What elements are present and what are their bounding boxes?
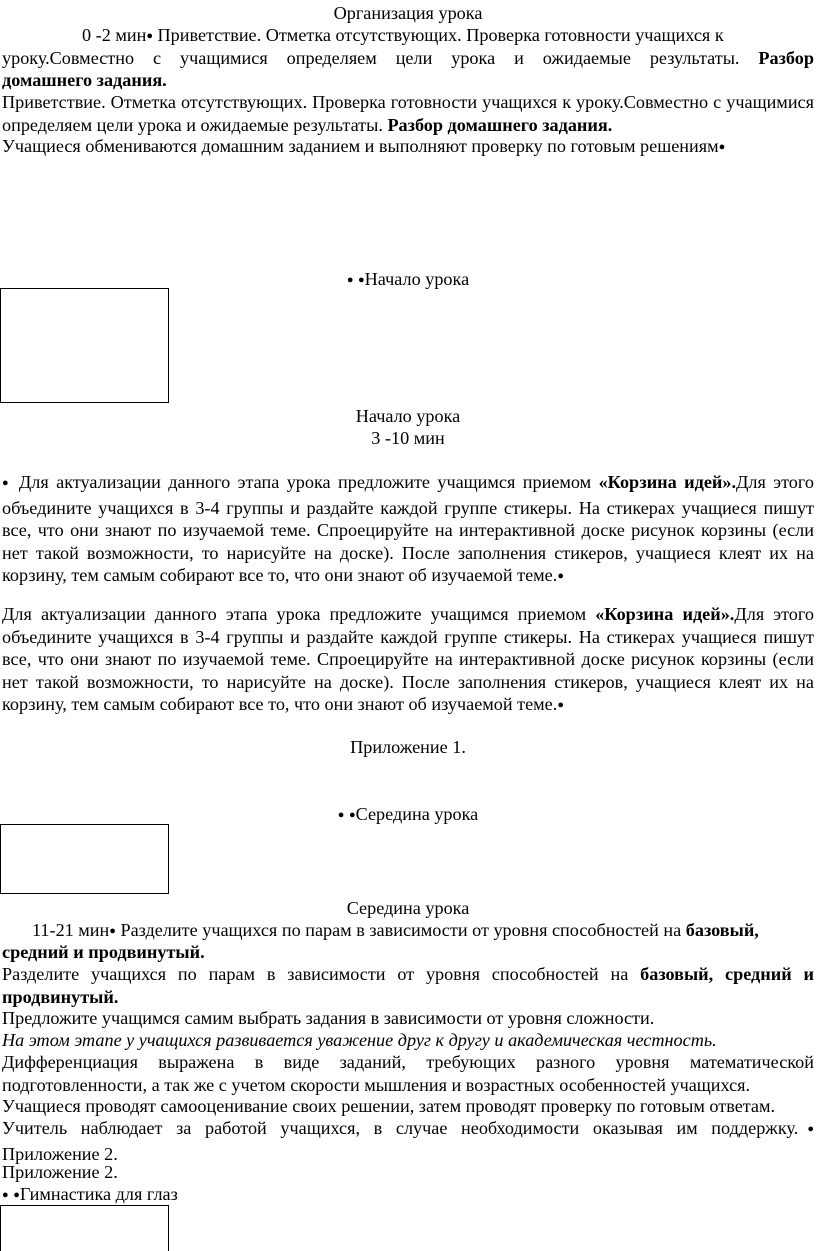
start-para2: [2, 603, 814, 719]
middle-para5: Дифференциация выражена в виде заданий, требующих разного уровня математической подготовленности, а так же с учетом скорости мышления и возрастных особенностей учащихся.: [2, 1052, 814, 1095]
org-line2-text: уроку.Совместно с учащимися определяем цели урока и ожидаемые результаты.: [2, 48, 740, 68]
bullet-icon: ●: [348, 809, 356, 821]
middle-para3: Предложите учащимся самим выбрать задания в зависимости от уровня сложности.: [2, 1008, 655, 1028]
start-para1-a: Для актуализации данного этапа урока предложите учащимся приемом: [18, 472, 592, 492]
bullet-icon: ●: [109, 925, 116, 937]
org-time: 0 -2 мин: [82, 25, 147, 45]
start-time: 3 -10 мин: [371, 428, 445, 448]
org-para2: [2, 91, 814, 136]
start-para2-a: Для актуализации данного этапа урока предложите учащимся приемом: [2, 604, 587, 624]
bullet-icon: ●: [2, 477, 12, 489]
image-placeholder-2: [0, 824, 169, 894]
bullet-icon: ●: [146, 30, 153, 42]
middle-para2: [2, 963, 814, 1008]
org-time-line: [2, 24, 814, 50]
bullet-icon: ●: [718, 141, 726, 153]
middle-para6: Учащиеся проводят самооценивание своих решении, затем проводят проверку по готовым ответам.: [2, 1096, 776, 1116]
bullet-icon: ●: [337, 809, 345, 821]
bullet-icon: ●: [798, 1123, 814, 1135]
org-para2-bold: Разбор домашнего задания.: [387, 114, 613, 135]
org-line1: Приветствие. Отметка отсутствующих. Проверка готовности учащихся к: [157, 25, 724, 45]
middle-heading: Середина урока: [346, 898, 470, 918]
bullet-icon: ●: [13, 1189, 20, 1201]
middle-time: 11-21 мин: [32, 920, 110, 940]
middle-appendix: Приложение 2.: [2, 1162, 118, 1182]
bullet-icon: ●: [557, 570, 564, 582]
org-para3: [2, 135, 814, 161]
bullet-icon: ●: [346, 274, 354, 286]
org-line3-bold: домашнего задания.: [2, 70, 167, 90]
middle-para7-appendix: Приложение 2.: [2, 1143, 118, 1164]
middle-para4: [2, 1029, 814, 1052]
middle-line2-bold: средний и продвинутый.: [2, 942, 205, 962]
start-bullet-heading-text: Начало урока: [364, 269, 470, 289]
bullet-icon: ●: [358, 274, 365, 286]
start-para1-b: Для этого объедините учащихся в 3-4 группы и раздайте каждой группе стикеры. На стикерах учащиеся пишут все, что они знают по изучаемой теме. Спроецируйте на интерактивной доске рисунок корзины (если нет такой возможности, то нарисуйте на доске). После заполнения стикеров, учащиеся клеят их на корзину, тем самым собирают все то, что они знают об изучаемой теме.: [2, 472, 814, 585]
start-para1: [2, 471, 814, 590]
middle-line1-text: Разделите учащихся по парам в зависимости от уровня способностей на: [120, 920, 682, 940]
start-para2-b: Для этого объедините учащихся в 3-4 группы и раздайте каждой группе стикеры. На стикерах учащиеся пишут все, что они знают по изучаемой теме. Спроецируйте на интерактивной доске рисунок корзины (если нет такой возможности, то нарисуйте на доске). После заполнения стикеров, учащиеся клеят их на корзину, тем самым собирают все то, что они знают об изучаемой теме.: [2, 604, 814, 714]
middle-para7: [2, 1117, 814, 1165]
middle-line1-bold: базовый,: [685, 920, 759, 940]
bullet-icon: ●: [557, 699, 564, 711]
bullet-icon: ●: [2, 1189, 9, 1201]
middle-para4-italic: На этом этапе у учащихся развивается уважение друг к другу и академическая честность.: [2, 1030, 717, 1050]
middle-line2: [2, 941, 814, 964]
org-line2-bold: Разбор: [758, 48, 814, 68]
start-para2-bold: «Корзина идей».: [595, 604, 735, 624]
middle-para2-text: Разделите учащихся по парам в зависимости от уровня способностей на: [2, 964, 629, 984]
start-para1-bold: «Корзина идей».: [598, 472, 737, 492]
image-placeholder-3: [0, 1205, 169, 1251]
middle-bullet-heading-text: Середина урока: [355, 804, 479, 824]
org-line2: [2, 47, 814, 70]
org-line3: [2, 69, 814, 92]
image-placeholder-1: [0, 288, 169, 403]
org-title: Организация урока: [333, 3, 483, 23]
gym-text: Гимнастика для глаз: [19, 1184, 178, 1204]
middle-para2-bold: базовый, средний и продвинутый.: [2, 964, 815, 1007]
org-para3-text: Учащиеся обмениваются домашним заданием и выполняют проверку по готовым решениям: [2, 136, 719, 156]
org-para2-text: Приветствие. Отметка отсутствующих. Проверка готовности учащихся к уроку.Совместно с учащимися определяем цели урока и ожидаемые результаты.: [2, 92, 814, 135]
start-appendix: Приложение 1.: [350, 737, 466, 757]
middle-para7-text: Учитель наблюдает за работой учащихся, в случае необходимости оказывая им поддержку.: [2, 1118, 799, 1138]
start-heading: Начало урока: [355, 406, 461, 426]
